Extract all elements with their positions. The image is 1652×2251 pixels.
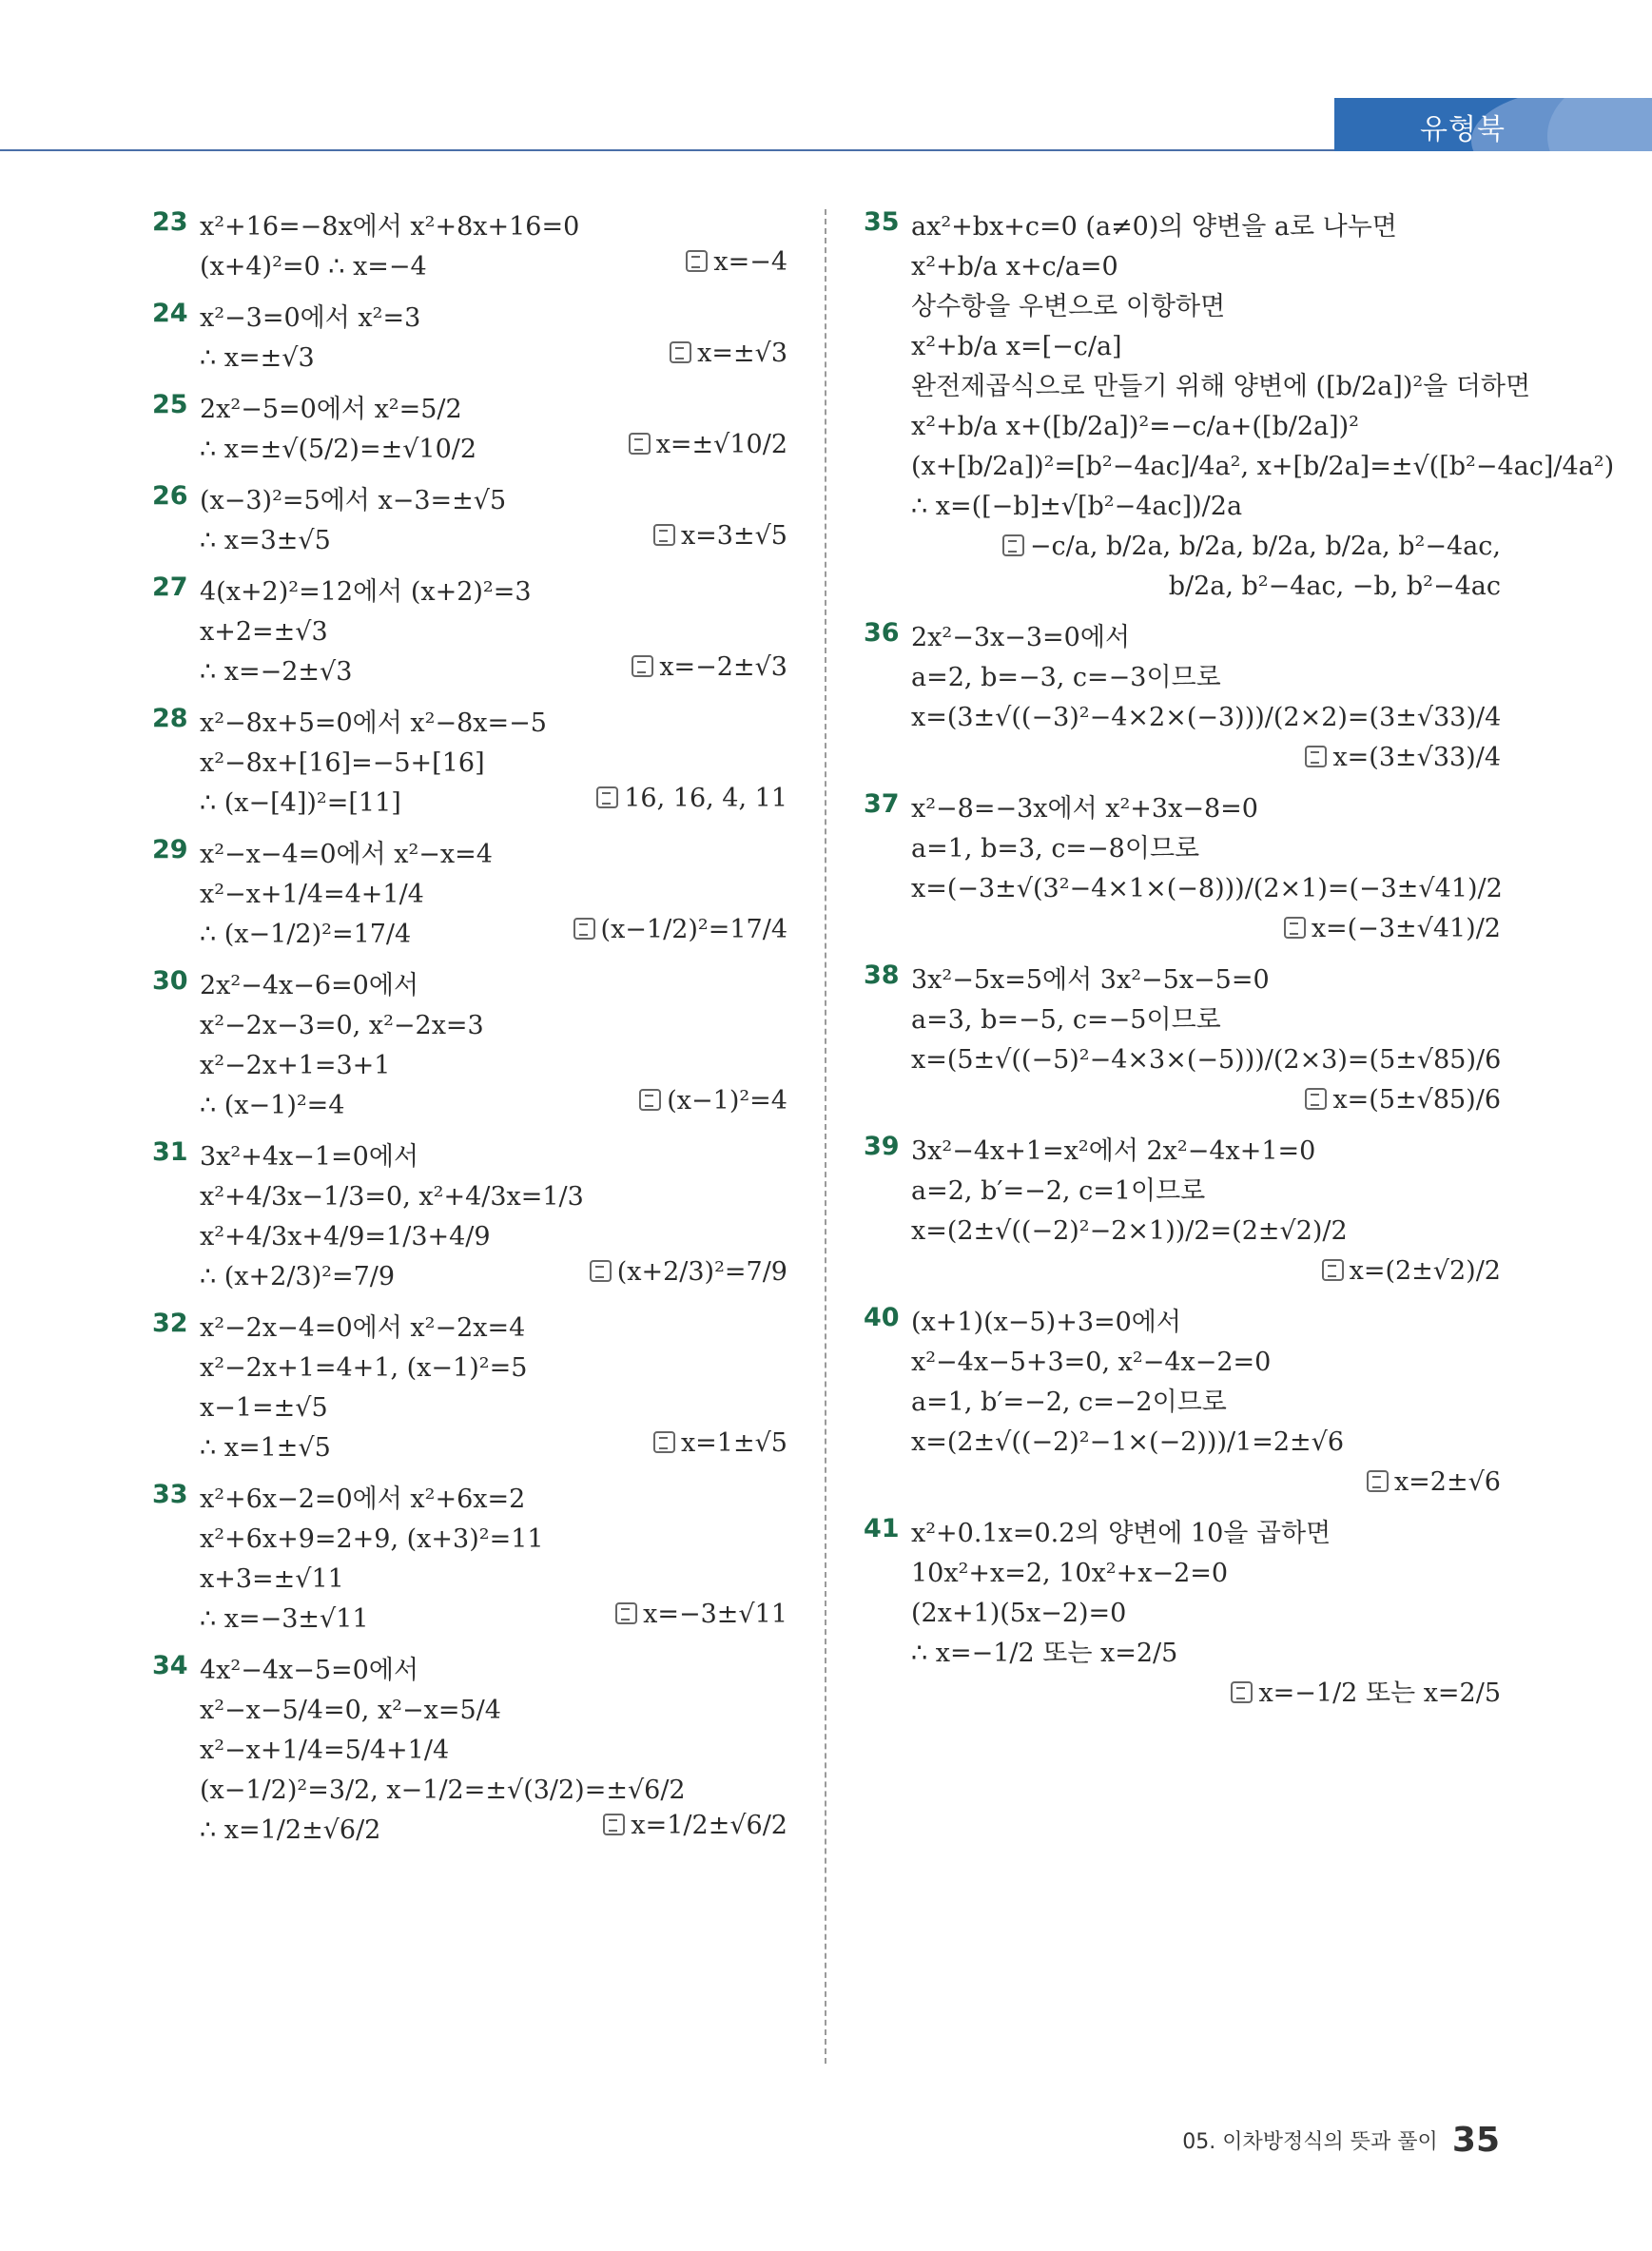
answer <box>864 1463 1501 1503</box>
answer <box>632 652 787 682</box>
problem-39 <box>864 1132 1501 1291</box>
problem-number: 24 <box>152 299 188 328</box>
answer-mark-icon <box>653 524 675 546</box>
answer-text: x=±√3 <box>697 339 787 368</box>
answer-mark-icon <box>1322 1259 1344 1281</box>
answer <box>864 1080 1501 1120</box>
answer-text: x=1/2±√6/2 <box>631 1811 787 1840</box>
answer-text: x=(−3±√41)/2 <box>1311 914 1501 943</box>
solution-line: x+3=±√11 <box>200 1564 344 1594</box>
problem-number: 31 <box>152 1137 188 1167</box>
solution-line: (x−3)²=5에서 x−3=±√5 <box>200 486 507 515</box>
solution-line: 2x²−4x−6=0에서 <box>200 971 419 1000</box>
solution-line: ∴ x=±√(5/2)=±√10/2 <box>200 435 477 464</box>
solution-line: ∴ (x+2/3)²=7/9 <box>200 1262 396 1291</box>
solution-line: 3x²+4x−1=0에서 <box>200 1142 419 1172</box>
solution-line: x²+b/a x=[−c/a] <box>911 332 1122 361</box>
solution-line: ∴ x=−1/2 또는 x=2/5 <box>911 1639 1178 1668</box>
page-footer <box>1182 2121 1500 2160</box>
solution-line: x²+6x+9=2+9, (x+3)²=11 <box>200 1524 544 1554</box>
answer <box>596 784 787 813</box>
right-column <box>864 207 1615 1725</box>
problem-40 <box>864 1303 1501 1503</box>
problem-number: 36 <box>864 618 900 648</box>
answer-mark-icon <box>629 433 651 455</box>
solution-line: x=(5±√((−5)²−4×3×(−5)))/(2×3)=(5±√85)/6 <box>911 1045 1502 1075</box>
problem-28 <box>152 704 787 824</box>
answer-mark-icon <box>603 1814 625 1835</box>
problem-29 <box>152 835 787 955</box>
problem-32 <box>152 1309 787 1468</box>
problem-31 <box>152 1137 787 1297</box>
answer-mark-icon <box>1284 917 1306 939</box>
answer-text: x=(5±√85)/6 <box>1332 1085 1501 1115</box>
solution-line: x−1=±√5 <box>200 1393 328 1423</box>
answer-mark-icon <box>1231 1681 1253 1703</box>
chapter-title: 05. 이차방정식의 뜻과 풀이 <box>1182 2130 1438 2154</box>
answer-mark-icon <box>670 341 691 363</box>
problem-number: 37 <box>864 789 900 819</box>
solution-line: x²−x−4=0에서 x²−x=4 <box>200 840 493 869</box>
problem-27 <box>152 572 787 692</box>
problem-34 <box>152 1651 787 1851</box>
solution-line: 완전제곱식으로 만들기 위해 양변에 ([b/2a])²을 더하면 <box>911 372 1531 401</box>
problem-number: 32 <box>152 1309 188 1338</box>
solution-line: x²+b/a x+c/a=0 <box>911 252 1118 281</box>
solution-line: x²−x+1/4=5/4+1/4 <box>200 1736 450 1765</box>
answer-text: x=(3±√33)/4 <box>1332 743 1501 772</box>
solution-line: (x+4)²=0 ∴ x=−4 <box>200 252 427 281</box>
solution-line: a=2, b=−3, c=−3이므로 <box>911 663 1221 692</box>
solution-line: x²+6x−2=0에서 x²+6x=2 <box>200 1484 526 1514</box>
solution-line: 2x²−3x−3=0에서 <box>911 623 1131 652</box>
answer-text: (x−1)²=4 <box>667 1086 787 1116</box>
answer-text: (x+2/3)²=7/9 <box>616 1257 787 1287</box>
answer <box>864 567 1501 607</box>
solution-line: ∴ x=3±√5 <box>200 526 331 555</box>
solution-line: ∴ (x−1)²=4 <box>200 1091 345 1120</box>
solution-line: x²−3=0에서 x²=3 <box>200 303 421 333</box>
answer-mark-icon <box>1367 1470 1389 1492</box>
column-divider <box>825 209 826 2064</box>
answer-text: x=3±√5 <box>680 521 787 551</box>
solution-line: x²+4/3x+4/9=1/3+4/9 <box>200 1222 491 1252</box>
problem-number: 33 <box>152 1480 188 1509</box>
problem-number: 28 <box>152 704 188 733</box>
problem-number: 35 <box>864 207 900 237</box>
solution-line: ∴ x=−2±√3 <box>200 657 353 687</box>
solution-line: ax²+bx+c=0 (a≠0)의 양변을 a로 나누면 <box>911 212 1397 242</box>
solution-line: ∴ x=±√3 <box>200 343 315 373</box>
solution-line: (x−1/2)²=3/2, x−1/2=±√(3/2)=±√6/2 <box>200 1776 686 1805</box>
answer <box>615 1600 787 1629</box>
solution-line: 3x²−4x+1=x²에서 2x²−4x+1=0 <box>911 1136 1316 1166</box>
solution-line: x+2=±√3 <box>200 617 328 647</box>
problem-35 <box>864 207 1615 607</box>
answer-mark-icon <box>1305 1088 1327 1110</box>
solution-line: 2x²−5=0에서 x²=5/2 <box>200 395 462 424</box>
problem-number: 39 <box>864 1132 900 1161</box>
solution-line: x²−8=−3x에서 x²+3x−8=0 <box>911 794 1258 824</box>
solution-line: a=3, b=−5, c=−5이므로 <box>911 1005 1221 1035</box>
page-number: 35 <box>1451 2121 1500 2160</box>
problem-number: 25 <box>152 390 188 419</box>
solution-line: a=1, b=3, c=−8이므로 <box>911 834 1200 864</box>
solution-line: x²−2x+1=3+1 <box>200 1051 391 1080</box>
solution-line: x²+0.1x=0.2의 양변에 10을 곱하면 <box>911 1519 1331 1548</box>
answer-text: x=−1/2 또는 x=2/5 <box>1258 1679 1501 1708</box>
answer <box>864 1252 1501 1291</box>
answer-text: x=1±√5 <box>680 1428 787 1458</box>
answer-text: x=2±√6 <box>1393 1467 1501 1497</box>
solution-line: x²−x−5/4=0, x²−x=5/4 <box>200 1696 501 1725</box>
answer <box>686 247 787 277</box>
solution-line: x=(2±√((−2)²−2×1))/2=(2±√2)/2 <box>911 1216 1348 1246</box>
problem-41 <box>864 1514 1501 1714</box>
answer-mark-icon <box>632 655 653 677</box>
problem-number: 27 <box>152 572 188 602</box>
solution-line: 3x²−5x=5에서 3x²−5x−5=0 <box>911 965 1270 995</box>
problem-number: 23 <box>152 207 188 237</box>
solution-line: x=(2±√((−2)²−1×(−2)))/1=2±√6 <box>911 1427 1345 1457</box>
problem-26 <box>152 481 787 561</box>
solution-line: x²+16=−8x에서 x²+8x+16=0 <box>200 212 580 242</box>
problem-number: 34 <box>152 1651 188 1680</box>
answer <box>864 527 1501 567</box>
answer <box>864 1674 1501 1714</box>
answer-text: x=±√10/2 <box>655 430 787 459</box>
section-tab-label: 유형북 <box>1420 113 1506 146</box>
answer-text: x=−2±√3 <box>659 652 787 682</box>
solution-line: ∴ x=([−b]±√[b²−4ac])/2a <box>911 492 1243 521</box>
answer <box>590 1257 787 1287</box>
answer-mark-icon <box>590 1260 612 1282</box>
problem-30 <box>152 966 787 1126</box>
section-tab <box>1334 98 1652 151</box>
solution-line: ∴ (x−[4])²=[11] <box>200 788 401 818</box>
answer-text: x=−4 <box>713 247 787 277</box>
answer <box>653 1428 787 1458</box>
answer-text: −c/a, b/2a, b/2a, b/2a, b/2a, b²−4ac, <box>1029 532 1501 561</box>
problem-number: 38 <box>864 961 900 990</box>
answer-mark-icon <box>653 1431 675 1453</box>
solution-line: x²−8x+5=0에서 x²−8x=−5 <box>200 708 547 738</box>
answer-mark-icon <box>686 250 708 272</box>
solution-line: ∴ x=1/2±√6/2 <box>200 1815 381 1845</box>
answer <box>670 339 787 368</box>
solution-line: 상수항을 우변으로 이항하면 <box>911 292 1226 321</box>
left-column <box>152 207 787 1862</box>
problem-36 <box>864 618 1501 778</box>
answer <box>573 915 787 944</box>
solution-line: (2x+1)(5x−2)=0 <box>911 1599 1127 1628</box>
answer-text: x=(2±√2)/2 <box>1349 1256 1501 1286</box>
answer <box>639 1086 787 1116</box>
solution-line: x²−8x+[16]=−5+[16] <box>200 748 485 778</box>
solution-line: x²−2x−3=0, x²−2x=3 <box>200 1011 484 1040</box>
answer-mark-icon <box>573 918 595 940</box>
solution-line: x=(3±√((−3)²−4×2×(−3)))/(2×2)=(3±√33)/4 <box>911 703 1502 732</box>
solution-line: 10x²+x=2, 10x²+x−2=0 <box>911 1559 1229 1588</box>
answer-mark-icon <box>1305 746 1327 767</box>
problem-23 <box>152 207 787 287</box>
answer-mark-icon <box>596 786 618 808</box>
answer <box>629 430 787 459</box>
answer-text: x=−3±√11 <box>643 1600 787 1629</box>
problem-33 <box>152 1480 787 1640</box>
solution-line: a=1, b′=−2, c=−2이므로 <box>911 1387 1227 1417</box>
answer-text: (x−1/2)²=17/4 <box>600 915 787 944</box>
solution-line: ∴ x=−3±√11 <box>200 1604 369 1634</box>
solution-line: x²−4x−5+3=0, x²−4x−2=0 <box>911 1348 1272 1377</box>
solution-line: x²−2x+1=4+1, (x−1)²=5 <box>200 1353 528 1383</box>
problem-24 <box>152 299 787 378</box>
answer-text: 16, 16, 4, 11 <box>624 784 787 813</box>
solution-line: ∴ (x−1/2)²=17/4 <box>200 920 412 949</box>
solution-line: x²−2x−4=0에서 x²−2x=4 <box>200 1313 526 1343</box>
solution-line: 4(x+2)²=12에서 (x+2)²=3 <box>200 577 532 607</box>
solution-line: a=2, b′=−2, c=1이므로 <box>911 1176 1206 1206</box>
answer-text: b/2a, b²−4ac, −b, b²−4ac <box>1168 572 1501 601</box>
problem-number: 29 <box>152 835 188 864</box>
solution-line: (x+[b/2a])²=[b²−4ac]/4a², x+[b/2a]=±√([b²−4ac]/4a²) <box>911 452 1615 481</box>
problem-number: 41 <box>864 1514 900 1543</box>
answer <box>603 1811 787 1840</box>
solution-line: ∴ x=1±√5 <box>200 1433 331 1463</box>
answer <box>653 521 787 551</box>
solution-line: (x+1)(x−5)+3=0에서 <box>911 1308 1181 1337</box>
solution-line: x²+b/a x+([b/2a])²=−c/a+([b/2a])² <box>911 412 1359 441</box>
problem-38 <box>864 961 1501 1120</box>
solution-line: x²+4/3x−1/3=0, x²+4/3x=1/3 <box>200 1182 584 1212</box>
solution-line: 4x²−4x−5=0에서 <box>200 1656 419 1685</box>
problem-number: 30 <box>152 966 188 996</box>
answer-mark-icon <box>1002 534 1024 556</box>
problem-number: 26 <box>152 481 188 511</box>
problem-37 <box>864 789 1501 949</box>
answer-mark-icon <box>639 1089 661 1111</box>
answer-mark-icon <box>615 1602 637 1624</box>
solution-line: x²−x+1/4=4+1/4 <box>200 880 424 909</box>
answer <box>864 909 1501 949</box>
problem-25 <box>152 390 787 470</box>
problem-number: 40 <box>864 1303 900 1332</box>
answer <box>864 738 1501 778</box>
solution-line: x=(−3±√(3²−4×1×(−8)))/(2×1)=(−3±√41)/2 <box>911 874 1503 903</box>
